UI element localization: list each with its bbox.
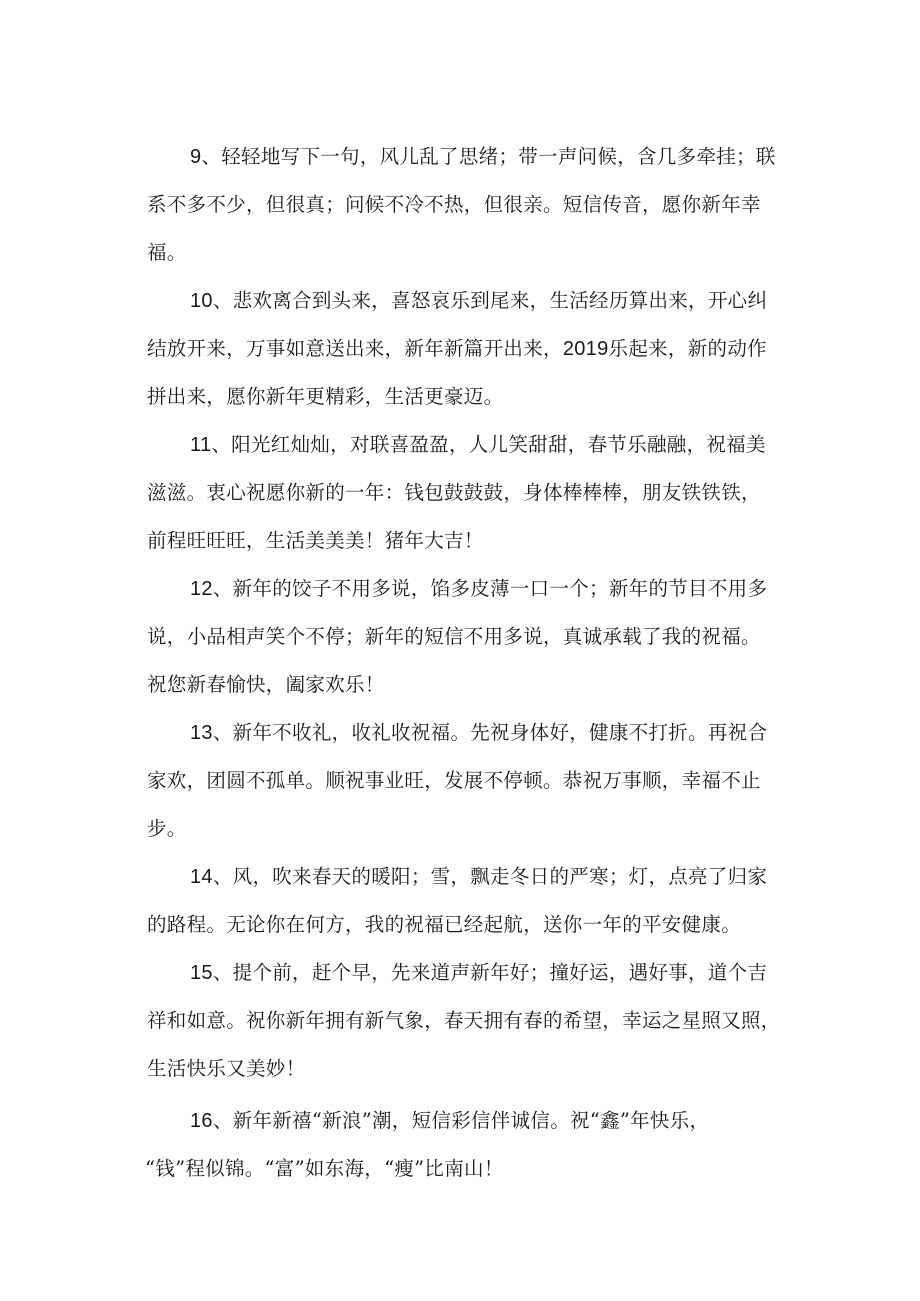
item-number: 14	[190, 866, 213, 888]
paragraph-12-line-2: 说，小品相声笑个不停；新年的短信不用多说，真诚承载了我的祝福。	[147, 625, 761, 648]
paragraph-15-line-3: 生活快乐又美妙！	[147, 1057, 306, 1080]
paragraph-16-line-1: 16、新年新禧“新浪”潮，短信彩信伴诚信。祝“鑫”年快乐，	[190, 1109, 710, 1132]
paragraph-15-line-2: 祥和如意。祝你新年拥有新气象，春天拥有春的希望，幸运之星照又照，	[147, 1009, 781, 1032]
paragraph-14-line-1: 14、风，吹来春天的暖阳；雪，飘走冬日的严寒；灯，点亮了归家	[190, 865, 768, 888]
paragraph-13-line-2: 家欢，团圆不孤单。顺祝事业旺，发展不停顿。恭祝万事顺，幸福不止	[147, 769, 761, 792]
paragraph-12-line-3: 祝您新春愉快，阖家欢乐！	[147, 673, 385, 696]
paragraph-9-line-2: 系不多不少，但很真；问候不冷不热，但很亲。短信传音，愿你新年幸	[147, 193, 761, 216]
paragraph-10-line-3: 拼出来，愿你新年更精彩，生活更豪迈。	[147, 385, 504, 408]
paragraph-11-line-2: 滋滋。衷心祝愿你新的一年：钱包鼓鼓鼓，身体棒棒棒，朋友铁铁铁，	[147, 481, 761, 504]
paragraph-11-line-1: 11、阳光红灿灿，对联喜盈盈，人儿笑甜甜，春节乐融融，祝福美	[190, 433, 766, 456]
paragraph-13-line-3: 步。	[147, 817, 187, 840]
item-number: 10	[190, 290, 213, 312]
year-number: 2019	[562, 338, 609, 360]
paragraph-10-line-2: 结放开来，万事如意送出来，新年新篇开出来，2019乐起来，新的动作	[147, 337, 767, 360]
item-number: 13	[190, 722, 213, 744]
paragraph-15-line-1: 15、提个前，赶个早，先来道声新年好；撞好运，遇好事，道个吉	[190, 961, 768, 984]
paragraph-13-line-1: 13、新年不收礼，收礼收祝福。先祝身体好，健康不打折。再祝合	[190, 721, 768, 744]
paragraph-11-line-3: 前程旺旺旺，生活美美美！猪年大吉！	[147, 529, 484, 552]
paragraph-14-line-2: 的路程。无论你在何方，我的祝福已经起航，送你一年的平安健康。	[147, 913, 742, 936]
item-number: 15	[190, 962, 213, 984]
paragraph-9-line-3: 福。	[147, 241, 187, 264]
paragraph-9-line-1: 9、轻轻地写下一句，风儿乱了思绪；带一声问候，含几多牵挂；联	[190, 145, 776, 168]
item-number: 9	[190, 146, 202, 168]
paragraph-12-line-1: 12、新年的饺子不用多说，馅多皮薄一口一个；新年的节目不用多	[190, 577, 768, 600]
paragraph-10-line-1: 10、悲欢离合到头来，喜怒哀乐到尾来，生活经历算出来，开心纠	[190, 289, 768, 312]
item-number: 11	[190, 434, 212, 456]
paragraph-16-line-2: “钱”程似锦。“富”如东海，“瘦”比南山！	[145, 1157, 504, 1180]
item-number: 12	[190, 578, 213, 600]
item-number: 16	[190, 1110, 213, 1132]
